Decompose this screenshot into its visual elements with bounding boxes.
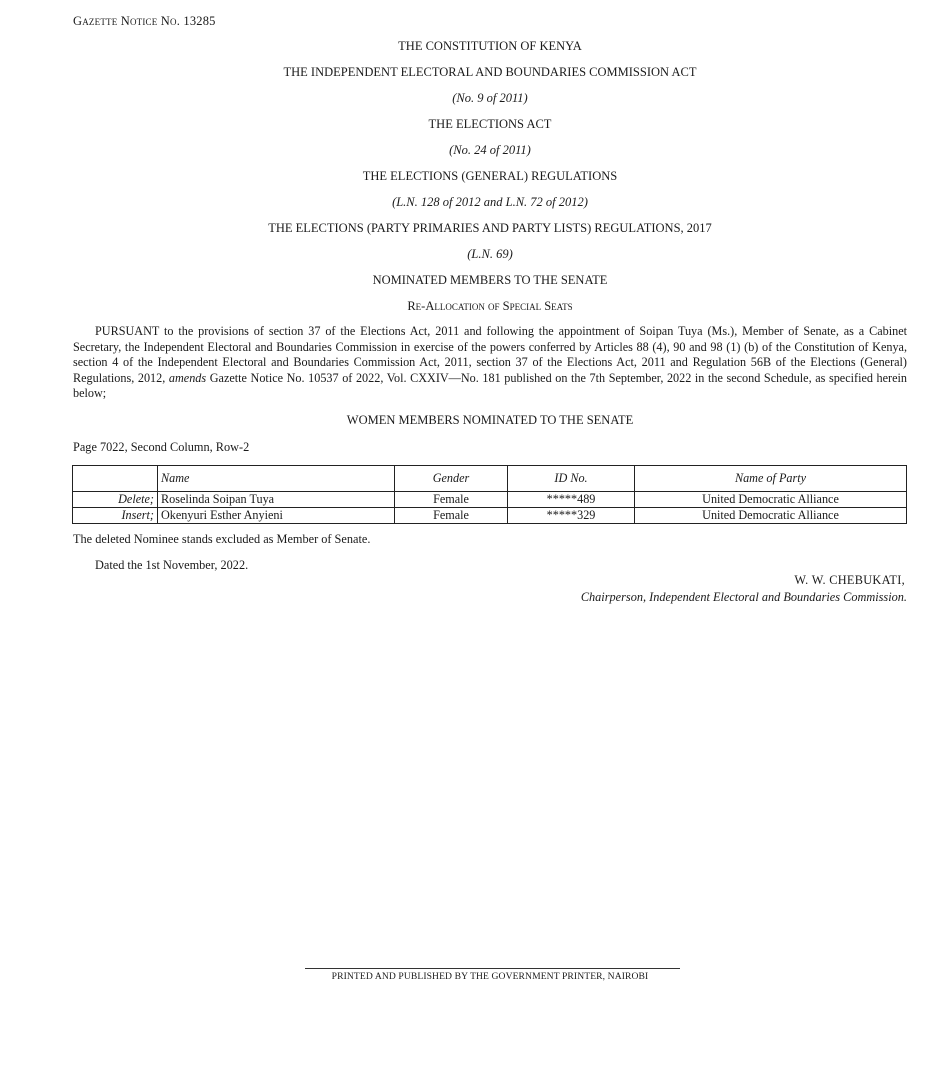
- signatory-title: Chairperson, Independent Electoral and Boundaries Commission.: [580, 590, 907, 604]
- heading-general-regulations: THE ELECTIONS (GENERAL) REGULATIONS: [362, 169, 618, 183]
- row-action: Insert;: [121, 508, 154, 522]
- heading-reallocation: Re-Allocation of Special Seats: [407, 299, 573, 313]
- women-members-subheading: WOMEN MEMBERS NOMINATED TO THE SENATE: [346, 413, 634, 427]
- excluded-note: The deleted Nominee stands excluded as Member of Senate.: [73, 532, 371, 546]
- header-gender: Gender: [395, 466, 508, 492]
- paragraph-part-1: PURSUANT to the provisions of section 37 of the Elections Act, 2011 and following the appointment of Soipan Tuya (Ms.), Member of Senate, as a Cabinet Secretary, the Independent Electoral and Boundaries Commission in exercise of the powers conferred by Articles 88 (4), 90 and 98 (1) (b) of the Constitution of Kenya, section 4 of the Independent Electoral and Boundaries Commission Act, 2011, section 37 of the Elections Act, 2011 and Regulation 56B of the Elections (General) Regulations, 2012,: [73, 324, 907, 385]
- heading-party-regulations: THE ELECTIONS (PARTY PRIMARIES AND PARTY LISTS) REGULATIONS, 2017: [268, 221, 712, 235]
- row-id-no: *****489: [508, 492, 635, 508]
- heading-iebc-act-number: (No. 9 of 2011): [452, 91, 528, 105]
- header-id-no: ID No.: [508, 466, 635, 492]
- row-id-no: *****329: [508, 508, 635, 524]
- heading-party-regulations-ln: (L.N. 69): [467, 247, 513, 261]
- pursuant-paragraph: [73, 324, 907, 402]
- heading-iebc-act: THE INDEPENDENT ELECTORAL AND BOUNDARIES COMMISSION ACT: [283, 65, 697, 79]
- row-gender: Female: [395, 492, 508, 508]
- row-gender: Female: [395, 508, 508, 524]
- footer-rule: [305, 968, 680, 969]
- header-action: [73, 466, 158, 492]
- table-row: [73, 508, 907, 524]
- row-party: United Democratic Alliance: [702, 508, 839, 522]
- printer-footer: PRINTED AND PUBLISHED BY THE GOVERNMENT PRINTER, NAIROBI: [331, 971, 649, 982]
- header-name: Name: [158, 466, 395, 492]
- heading-elections-act-number: (No. 24 of 2011): [449, 143, 531, 157]
- dated-line: Dated the 1st November, 2022.: [95, 558, 249, 572]
- notice-number: Gazette Notice No. 13285: [73, 14, 216, 28]
- table-header-row: [73, 466, 907, 492]
- row-action: Delete;: [73, 492, 158, 508]
- paragraph-part-2: Gazette Notice No. 10537 of 2022, Vol. CXXIV—No. 181 published on the 7th September, 2022 in the second Schedule, as specified herein below;: [73, 370, 908, 401]
- heading-constitution: THE CONSTITUTION OF KENYA: [398, 39, 582, 53]
- table-row: [73, 492, 907, 508]
- row-party: United Democratic Alliance: [635, 492, 907, 508]
- signatory-name: W. W. CHEBUKATI,: [794, 573, 905, 587]
- row-name: Roselinda Soipan Tuya: [158, 492, 395, 508]
- heading-nominated-members: NOMINATED MEMBERS TO THE SENATE: [372, 273, 608, 287]
- heading-elections-act: THE ELECTIONS ACT: [428, 117, 552, 131]
- page-reference: Page 7022, Second Column, Row-2: [73, 440, 250, 454]
- paragraph-amends: amends: [168, 370, 207, 385]
- row-name: Okenyuri Esther Anyieni: [158, 508, 395, 524]
- heading-general-regulations-ln: (L.N. 128 of 2012 and L.N. 72 of 2012): [392, 195, 588, 209]
- header-party: Name of Party: [635, 466, 907, 492]
- nominees-table: [72, 465, 907, 524]
